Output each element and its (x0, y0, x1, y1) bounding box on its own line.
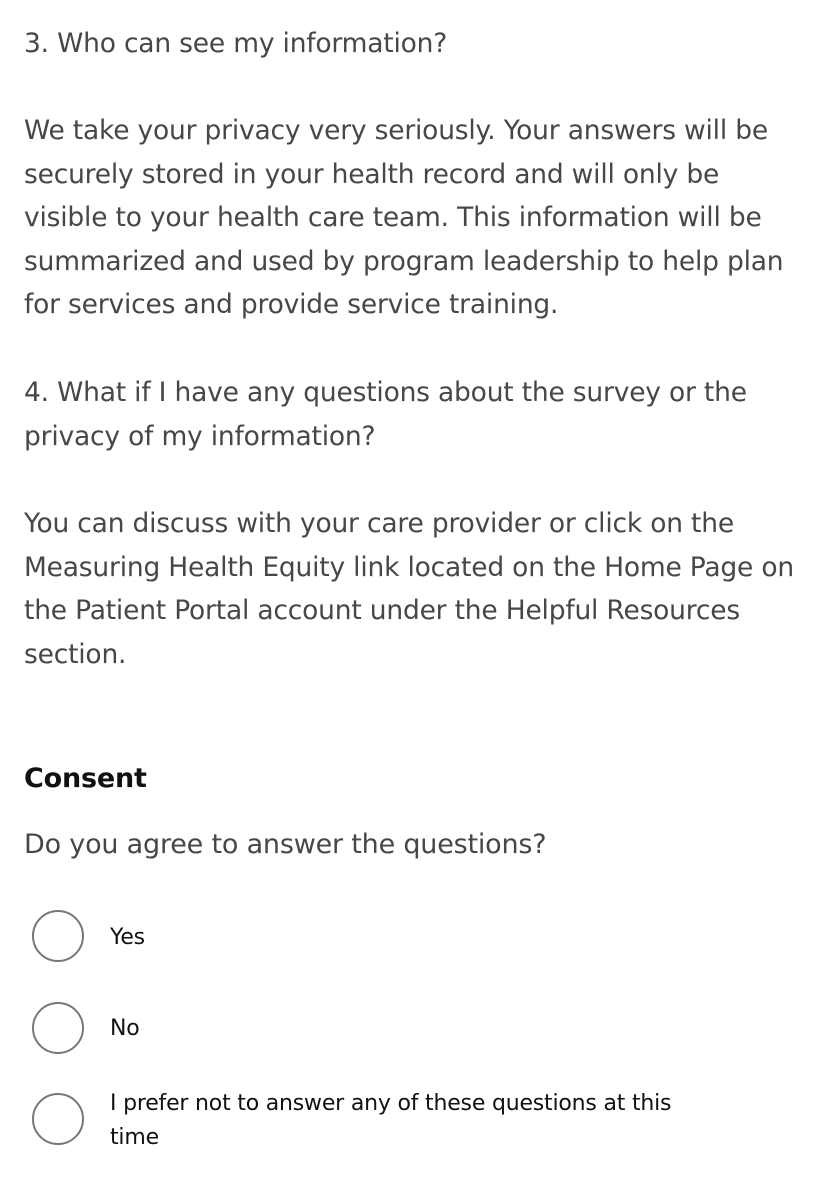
consent-option-no-label: No (110, 1016, 140, 1041)
faq-answer-4: You can discuss with your care provider or click on the Measuring Health Equity link located on the Home Page on the Patient Portal account under the Helpful Resources section. (24, 508, 794, 670)
radio-button-yes[interactable] (32, 910, 84, 962)
consent-option-yes[interactable] (32, 910, 732, 962)
faq-question-3: 3. Who can see my information? (24, 28, 448, 59)
consent-heading: Consent (24, 763, 147, 794)
consent-option-yes-label: Yes (110, 925, 145, 950)
radio-button-prefer-not[interactable] (32, 1093, 84, 1145)
radio-button-no[interactable] (32, 1002, 84, 1054)
consent-option-prefer-not-label: I prefer not to answer any of these questions at this time (110, 1091, 672, 1150)
consent-option-no[interactable] (32, 1002, 732, 1054)
faq-question-4: 4. What if I have any questions about the survey or the privacy of my information? (24, 377, 747, 452)
consent-question: Do you agree to answer the questions? (24, 829, 547, 860)
consent-option-prefer-not[interactable] (32, 1093, 732, 1155)
faq-answer-3: We take your privacy very seriously. Your answers will be securely stored in your health record and will only be visible to your health care team. This information will be summarized and used by program leadership to help plan for services and provide service training. (24, 115, 784, 321)
